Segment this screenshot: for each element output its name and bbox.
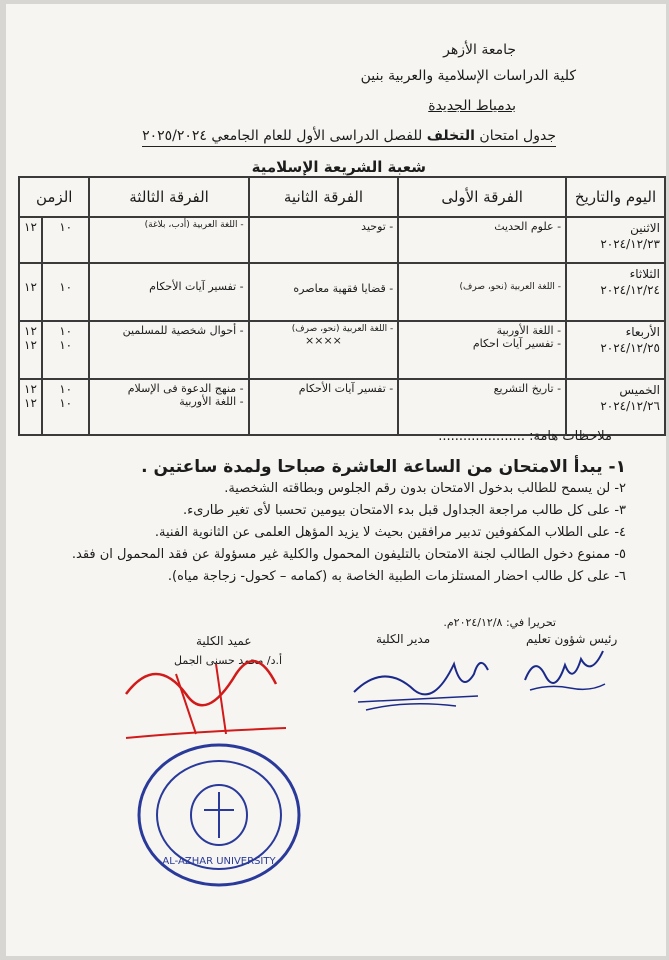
subject: - تاريخ التشريع [493,382,562,395]
subject: - توحيد [361,220,394,233]
faculty-name: كلية الدراسات الإسلامية والعربية بنين [360,68,576,84]
header-time: الزمن [19,177,89,217]
affairs-signature-label: رئيس شؤون تعليم [526,632,618,646]
third-year-cell [89,217,248,263]
day-cell [566,379,665,435]
title-suffix: للفصل الدراسى الأول للعام الجامعي ٢٠٢٥/٢٠٢٤ [142,128,423,144]
header-third: الفرقة الثالثة [89,177,248,217]
branch-title: شعبة الشريعة الإسلامية [251,158,426,176]
day-name: الاثنين [630,221,660,235]
day-date: ٢٠٢٤/١٢/٢٤ [600,283,660,297]
header-second: الفرقة الثانية [249,177,399,217]
day-date: ٢٠٢٤/١٢/٢٦ [600,399,660,413]
time-from: ١٠ [59,280,73,294]
notes-heading: ملاحظات هامة: ..................... [438,429,612,444]
faculty-location: بدمياط الجديدة [428,98,516,114]
note-item: ٤- على الطلاب المكفوفين تدبير مرافقين بحيث لا يزيد المؤهل العلمى عن الثانوية الفنية. [154,525,626,540]
table-row [19,217,665,263]
subject: - تفسير آيات الأحكام [149,280,244,293]
first-year-cell [398,321,566,379]
day-cell [566,217,665,263]
subject: - اللغة الأوربية [496,324,562,337]
table-row [19,321,665,379]
notes-list [26,456,626,588]
time-from: ١٠ [59,382,73,396]
subject: - تفسير آيات الأحكام [298,382,394,395]
subject: - اللغة العربية (نحو، صرف) [459,282,562,292]
time-to-cell [19,217,42,263]
day-cell [566,263,665,321]
note-item: ١- يبدأ الامتحان من الساعة العاشرة صباحا ولمدة ساعتين . [141,457,626,477]
third-year-cell [89,379,248,435]
director-signature-label: مدير الكلية [376,632,431,646]
time-from-cell [42,217,90,263]
time-to: ١٢ [24,396,37,410]
subject: - أحوال شخصية للمسلمين [122,324,244,337]
title-prefix: جدول امتحان [479,128,556,144]
subject: - منهج الدعوة فى الإسلام [127,382,244,395]
subject: - اللغة العربية (أدب، بلاغة) [144,220,244,230]
table-row [19,379,665,435]
dean-signature [116,654,306,750]
time-to: ١٢ [24,324,37,338]
note-item: ٥- ممنوع دخول الطالب لجنة الامتحان بالتليفون المحمول والكلية غير مسؤولة عن فقد المحمول ان فقد. [71,547,626,562]
third-year-cell [89,321,248,379]
time-to: ١٢ [24,220,37,234]
time-to: ١٢ [24,280,37,294]
day-name: الخميس [619,383,660,397]
time-from-cell [42,379,90,435]
header-day: اليوم والتاريخ [566,177,665,217]
table-header-row [19,177,665,217]
time-from-cell [42,321,90,379]
day-name: الأربعاء [625,325,660,339]
subject: - اللغة العربية (نحو، صرف) [291,324,394,334]
time-to-cell [19,263,42,321]
note-item: ٣- على كل طالب مراجعة الجداول قبل بدء الامتحان بيومين تحسبا لأى تغير طارىء. [183,503,626,518]
time-from: ١٠ [59,324,73,338]
subject: ×××× [305,334,342,347]
time-from: ١٠ [59,396,73,410]
issue-date: تحريرا في: ٢٠٢٤/١٢/٨م. [443,616,556,629]
day-date: ٢٠٢٤/١٢/٢٣ [600,237,660,251]
second-year-cell [249,217,399,263]
document-page [6,4,666,956]
dean-signature-label: عميد الكلية [196,634,252,648]
time-from: ١٠ [59,220,73,234]
time-to-cell [19,321,42,379]
dean-name: أ.د/ محمد حسنى الجمل [174,654,283,667]
first-year-cell [398,263,566,321]
time-from-cell [42,263,90,321]
time-to: ١٢ [24,338,37,352]
first-year-cell [398,379,566,435]
page-title [142,128,556,147]
second-year-cell [249,321,399,379]
note-item: ٢- لن يسمح للطالب بدخول الامتحان بدون رقم الجلوس وبطاقته الشخصية. [224,481,626,496]
university-name: جامعة الأزهر [443,42,516,58]
second-year-cell [249,379,399,435]
title-highlight: التخلف [426,128,475,144]
university-seal [134,740,304,890]
day-name: الثلاثاء [629,267,660,281]
time-to: ١٢ [24,382,37,396]
header-first: الفرقة الأولى [398,177,566,217]
day-cell [566,321,665,379]
table-row [19,263,665,321]
subject: - علوم الحديث [494,220,562,233]
time-to-cell [19,379,42,435]
day-date: ٢٠٢٤/١٢/٢٥ [600,341,660,355]
director-signature [346,652,496,724]
note-item: ٦- على كل طالب احضار المستلزمات الطبية الخاصة به (كمامه – كحول- زجاجة مياه). [167,569,626,584]
time-from: ١٠ [59,338,73,352]
affairs-signature [520,650,610,696]
exam-schedule-table [18,176,666,436]
seal-text: AL-AZHAR UNIVERSITY [162,856,276,867]
subject: - اللغة الأوربية [179,395,244,408]
subject: - قضايا فقهية معاصره [293,282,394,295]
subject: - تفسير آيات احكام [472,337,562,350]
third-year-cell [89,263,248,321]
second-year-cell [249,263,399,321]
first-year-cell [398,217,566,263]
